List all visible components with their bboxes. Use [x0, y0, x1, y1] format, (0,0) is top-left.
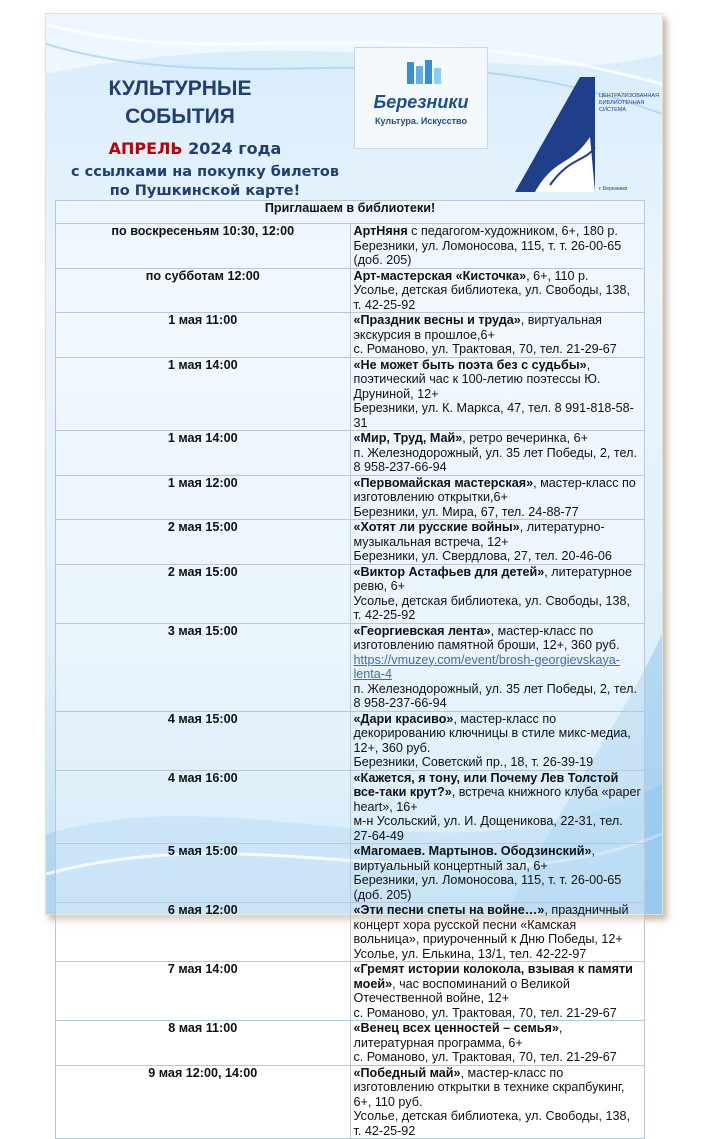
event-details [350, 1021, 645, 1066]
event-date: 1 мая 12:00 [56, 475, 351, 520]
ticket-link[interactable]: https://vmuzey.com/event/brosh-georgievskaya-lenta-4 [353, 652, 620, 681]
event-details [350, 268, 645, 313]
page-title: КУЛЬТУРНЫЕ СОБЫТИЯ [108, 77, 252, 128]
event-place: с. Романово, ул. Трактовая, 70, тел. 21-29-67 [353, 1005, 617, 1020]
year-label: 2024 года [188, 139, 282, 158]
event-description: , мастер-класс по изготовлению открытки,6+ [353, 475, 636, 504]
event-row [56, 1065, 645, 1139]
event-place: Усолье, детская библиотека, ул. Свободы, 138, т. 42-25-92 [353, 1109, 630, 1138]
event-description: , литературная программа, 6+ [353, 1021, 563, 1050]
event-description: , мастер-класс по изготовлению открытки в технике скрапбукинг, 6+, 110 руб. [353, 1065, 625, 1109]
berezniki-culture-logo [354, 47, 488, 149]
event-name: «Гремят истории колокола, взывая к памяти моей» [353, 962, 633, 991]
events-table [55, 200, 645, 1139]
event-name: «Мир, Труд, Май» [353, 431, 463, 445]
event-description: , литературное ревю, 6+ [353, 564, 633, 593]
library-system-logo-icon [495, 57, 659, 202]
event-name: «Венец всех ценностей – семья» [353, 1021, 559, 1035]
event-name: «Праздник весны и труда» [353, 313, 521, 327]
event-details [350, 1065, 645, 1139]
invitation-header: Приглашаем в библиотеки! [56, 201, 645, 224]
event-description: , праздничный концерт хора русской песни «Камская вольница», приуроченный к Дню Победы, 12+ [353, 903, 629, 946]
event-place: Усолье, детская библиотека, ул. Свободы, 138, т. 42-25-92 [353, 593, 630, 622]
event-place: с. Романово, ул. Трактовая, 70, тел. 21-29-67 [353, 1050, 617, 1064]
month-label: АПРЕЛЬ [108, 139, 183, 158]
event-place: м-н Усольский, ул. И. Дощеникова, 22-31, тел. 27-64-49 [353, 814, 623, 843]
event-description: , литературно- музыкальная встреча, 12+ [353, 520, 605, 549]
event-row [56, 564, 645, 623]
event-row [56, 1021, 645, 1066]
event-place: Березники, Советский пр., 18, т. 26-39-19 [353, 755, 594, 769]
event-date: 3 мая 15:00 [56, 623, 351, 711]
event-place: Березники, ул. Мира, 67, тел. 24-88-77 [353, 504, 579, 519]
event-row [56, 313, 645, 358]
event-description: , час воспоминаний о Великой Отечественной войне, 12+ [353, 976, 570, 1005]
event-description: , виртуальный концертный зал, 6+ [353, 844, 595, 873]
event-details [350, 357, 645, 431]
event-details [350, 770, 645, 844]
event-details [350, 564, 645, 623]
event-name: «Кажется, я тону, или Почему Лев Толстой все-таки крут?» [353, 770, 619, 799]
event-place: Усолье, детская библиотека, ул. Свободы, 138, т. 42-25-92 [353, 283, 630, 312]
event-description: , ретро вечеринка, 6+ [462, 431, 588, 445]
event-description: , виртуальная экскурсия в прошлое,6+ [353, 313, 602, 342]
event-place: Березники, ул. Ломоносова, 115, т. т. 26-00-65 (доб. 205) [353, 238, 622, 267]
event-date: 1 мая 14:00 [56, 357, 351, 431]
event-row [56, 844, 645, 903]
event-description: , мастер-класс по изготовлению памятной броши, 12+, 360 руб. [353, 623, 620, 652]
event-description: с педагогом-художником, 6+, 180 р. [407, 224, 618, 238]
event-date: по воскресеньям 10:30, 12:00 [56, 224, 351, 269]
event-details [350, 431, 645, 476]
event-date: 4 мая 15:00 [56, 711, 351, 770]
event-details [350, 844, 645, 903]
svg-text:ЦЕНТРАЛИЗОВАННАЯ: ЦЕНТРАЛИЗОВАННАЯ [599, 93, 659, 99]
event-date: 1 мая 14:00 [56, 431, 351, 476]
svg-text:БИБЛИОТЕЧНАЯ: БИБЛИОТЕЧНАЯ [599, 100, 645, 106]
event-row [56, 711, 645, 770]
svg-text:Культура. Искусство: Культура. Искусство [375, 116, 467, 126]
event-name: «Эти песни спеты на войне…» [353, 903, 545, 917]
event-name: «Не может быть поэта без с судьбы» [353, 357, 587, 372]
event-place: Березники, ул. Ломоносова, 115, т. т. 26-00-65 (доб. 205) [353, 873, 622, 902]
event-row [56, 224, 645, 269]
table-header-row [56, 201, 645, 224]
event-description: , поэтический час к 100-летию поэтессы Ю. Друниной, 12+ [353, 357, 601, 401]
event-date: 4 мая 16:00 [56, 770, 351, 844]
event-name: «Хотят ли русские войны» [353, 520, 520, 534]
event-row [56, 475, 645, 520]
event-details [350, 962, 645, 1021]
event-place: Березники, ул. Свердлова, 27, тел. 20-46-06 [353, 549, 612, 563]
event-details [350, 711, 645, 770]
month-year [100, 139, 290, 158]
event-name: «Магомаев. Мартынов. Ободзинский» [353, 844, 592, 858]
event-row [56, 623, 645, 711]
event-row [56, 357, 645, 431]
event-name: АртНяня [353, 224, 408, 238]
event-place: п. Железнодорожный, ул. 35 лет Победы, 2, тел. 8 958-237-66-94 [353, 445, 637, 474]
event-name: «Дари красиво» [353, 711, 454, 726]
event-row [56, 431, 645, 476]
event-name: Арт-мастерская «Кисточка» [353, 268, 527, 283]
event-date: 7 мая 14:00 [56, 962, 351, 1021]
event-description: , мастер-класс по декорированию ключницы в стиле микс-медиа, 12+, 360 руб. [353, 711, 631, 755]
event-date: 2 мая 15:00 [56, 520, 351, 565]
event-details [350, 313, 645, 358]
event-description: , 6+, 110 р. [526, 268, 589, 283]
event-details [350, 623, 645, 711]
event-place: п. Железнодорожный, ул. 35 лет Победы, 2, тел. 8 958-237-66-94 [353, 681, 637, 710]
event-details [350, 903, 645, 962]
event-name: «Победный май» [353, 1065, 461, 1080]
subtitle: с ссылками на покупку билетов по Пушкинской карте! [70, 164, 340, 199]
event-row [56, 962, 645, 1021]
svg-text:г. Березники: г. Березники [599, 186, 628, 192]
event-name: «Виктор Астафьев для детей» [353, 564, 545, 579]
event-date: 6 мая 12:00 [56, 903, 351, 962]
event-place: Березники, ул. К. Маркса, 47, тел. 8 991-818-58-31 [353, 401, 634, 430]
svg-text:Березники: Березники [373, 92, 469, 112]
event-row [56, 520, 645, 565]
event-details [350, 475, 645, 520]
event-date: 1 мая 11:00 [56, 313, 351, 358]
event-details [350, 520, 645, 565]
event-row [56, 903, 645, 962]
event-row [56, 770, 645, 844]
svg-text:СИСТЕМА: СИСТЕМА [599, 107, 626, 113]
event-description: , встреча книжного клуба «paper heart», 16+ [353, 785, 641, 814]
event-date: 5 мая 15:00 [56, 844, 351, 903]
event-date: 8 мая 11:00 [56, 1021, 351, 1066]
event-date: по субботам 12:00 [56, 268, 351, 313]
event-place: Усолье, ул. Елькина, 13/1, тел. 42-22-97 [353, 946, 587, 961]
event-date: 2 мая 15:00 [56, 564, 351, 623]
event-name: «Первомайская мастерская» [353, 475, 534, 490]
library-system-logo [495, 57, 659, 202]
event-row [56, 268, 645, 313]
event-name: «Георгиевская лента» [353, 623, 491, 638]
event-details [350, 224, 645, 269]
event-place: с. Романово, ул. Трактовая, 70, тел. 21-29-67 [353, 342, 617, 356]
berezniki-logo-icon [355, 48, 487, 148]
event-date: 9 мая 12:00, 14:00 [56, 1065, 351, 1139]
